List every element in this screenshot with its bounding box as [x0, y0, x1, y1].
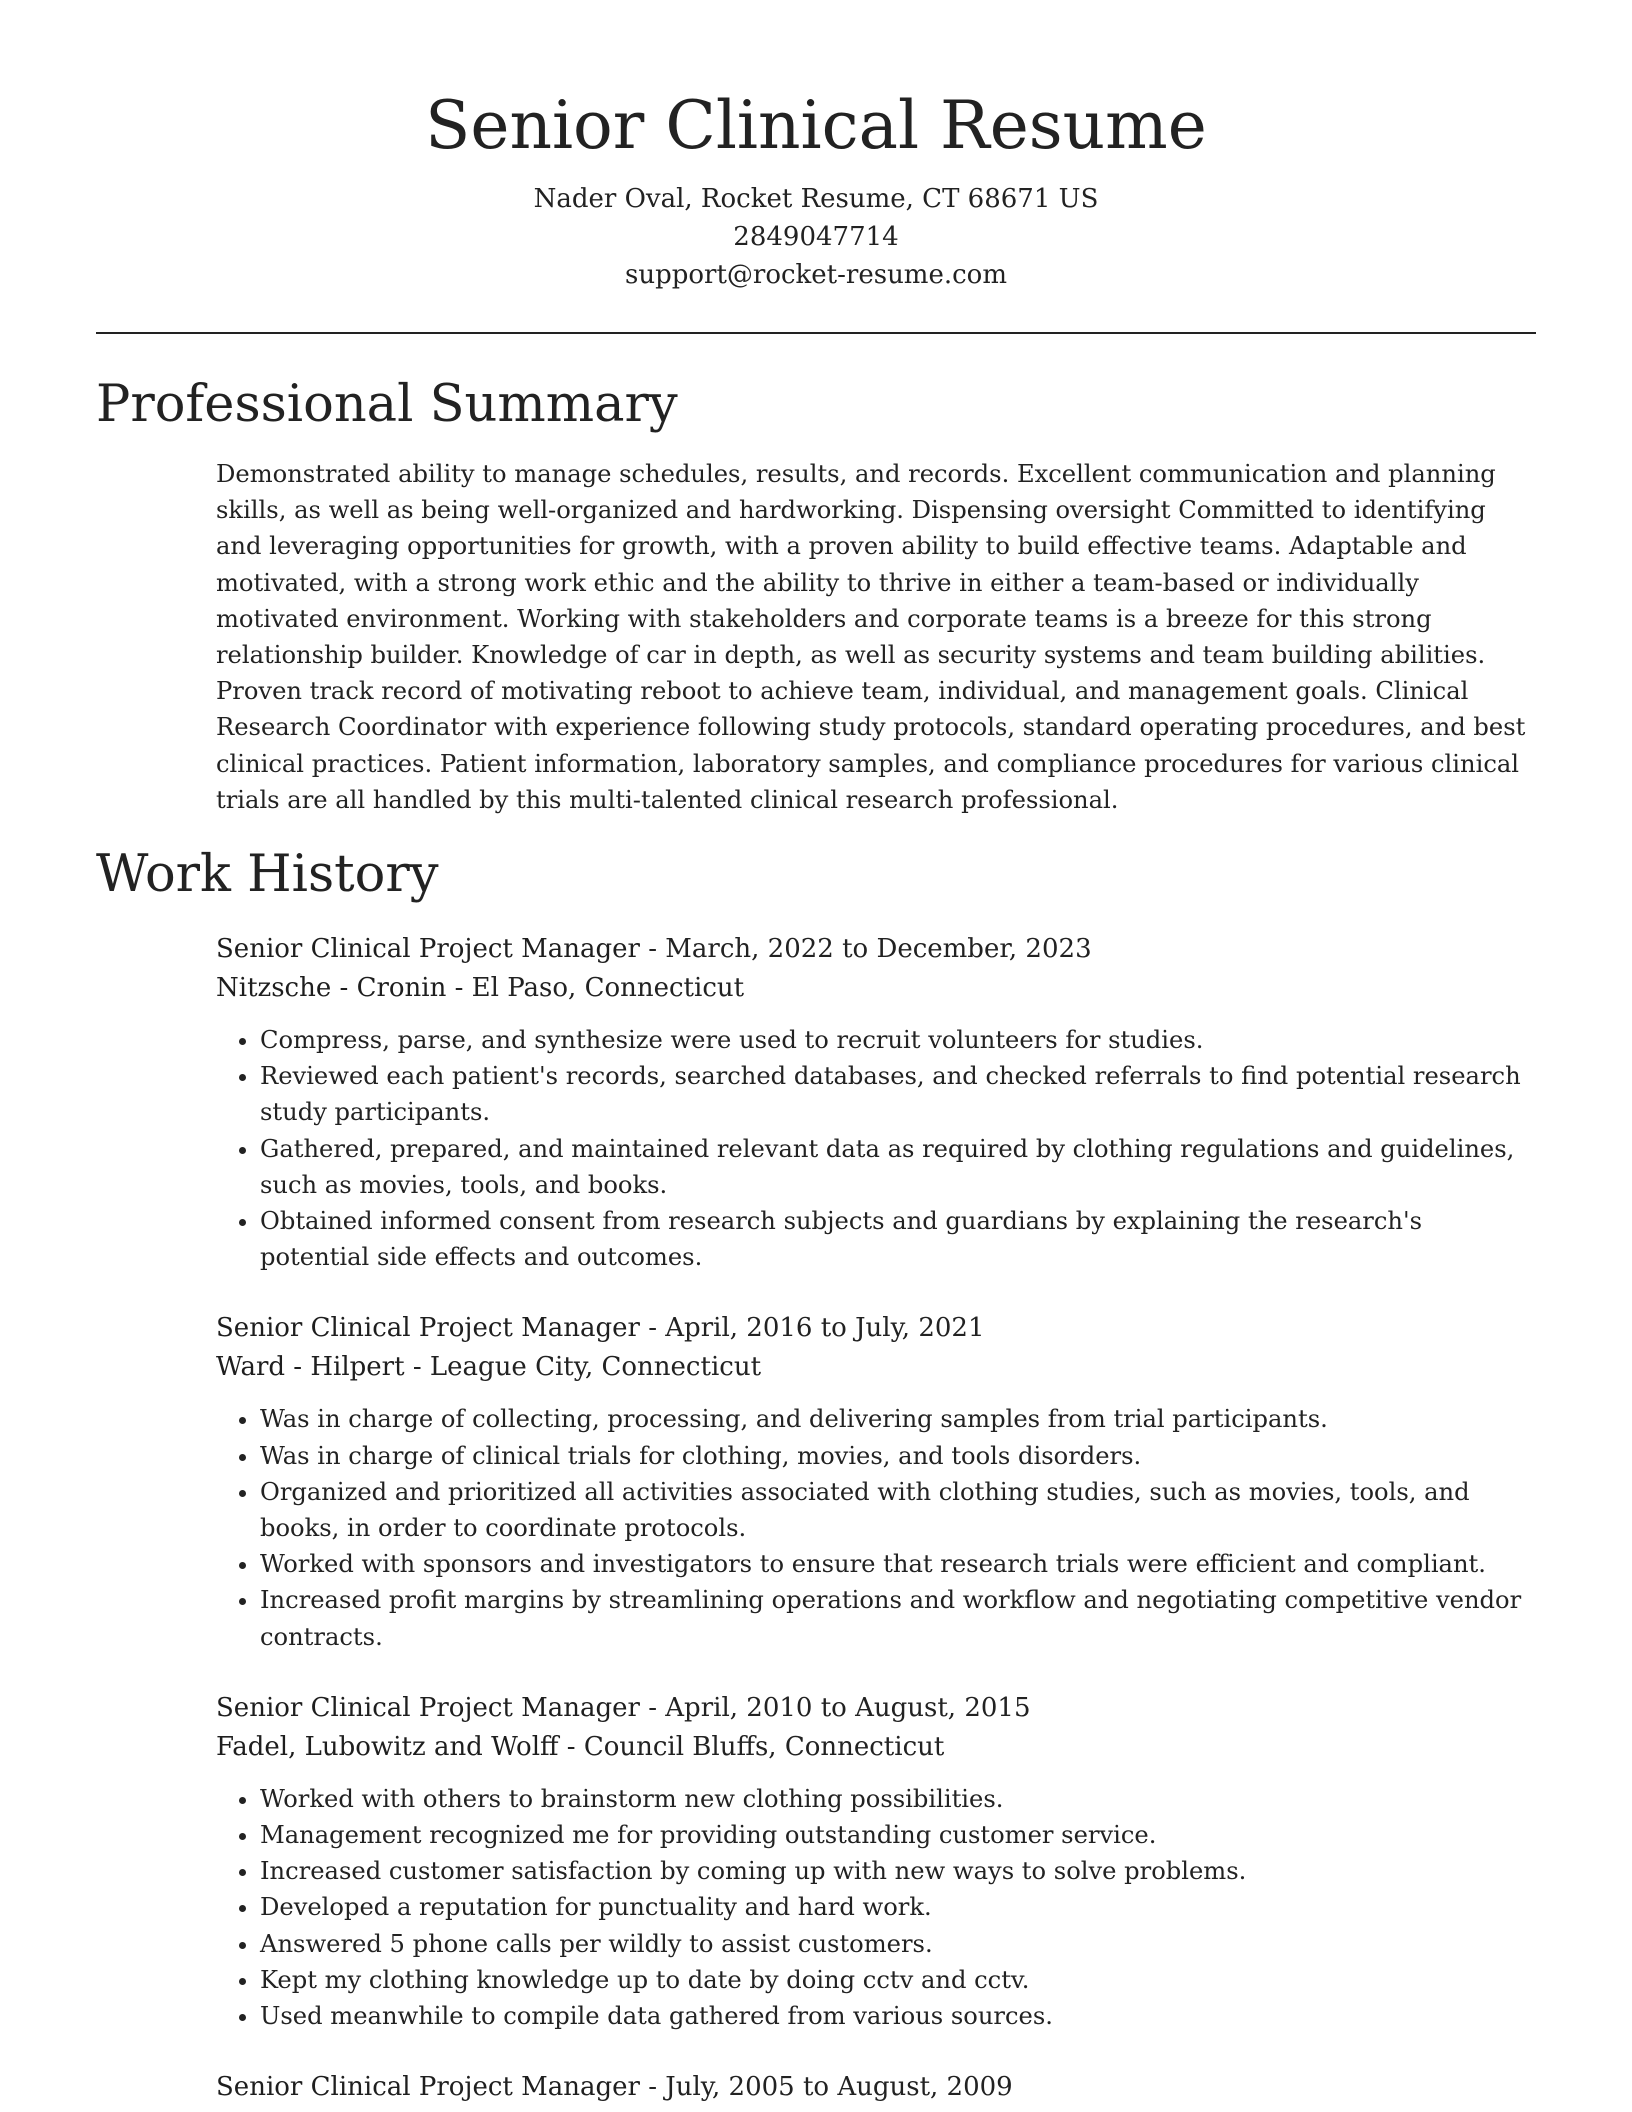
job-bullet: • Kept my clothing knowledge up to date by doing cctv and cctv.	[260, 1962, 1536, 1998]
job-entry	[216, 1689, 1536, 2034]
job-entry	[216, 1309, 1536, 1654]
job-title: Senior Clinical Project Manager	[216, 1692, 640, 1723]
job-bullet: • Gathered, prepared, and maintained relevant data as required by clothing regulations and guidelines, such as movies, tools, and books.	[260, 1131, 1536, 1203]
job-company: Nitzsche - Cronin	[216, 973, 447, 1004]
job-title: Senior Clinical Project Manager	[216, 1313, 640, 1344]
job-dates: - March, 2022 to December, 2023	[639, 934, 1092, 965]
resume-title: Senior Clinical Resume	[425, 87, 1207, 164]
job-bullet: • Developed a reputation for punctuality and hard work.	[260, 1889, 1536, 1925]
job-location: - El Paso, Connecticut	[446, 973, 745, 1004]
job-title-line	[216, 2068, 1536, 2107]
job-company-line	[216, 1728, 1536, 1767]
job-bullet: • Was in charge of collecting, processing, and delivering samples from trial participants.	[260, 1401, 1536, 1437]
job-dates: - July, 2005 to August, 2009	[639, 2072, 1013, 2103]
job-bullets	[216, 1022, 1536, 1275]
job-dates: - April, 2010 to August, 2015	[639, 1692, 1031, 1723]
header-divider	[96, 332, 1536, 334]
work-history-heading: Work History	[96, 845, 439, 905]
job-bullets	[216, 1401, 1536, 1654]
job-bullet: • Worked with others to brainstorm new clothing possibilities.	[260, 1781, 1536, 1817]
job-bullet: • Was in charge of clinical trials for clothing, movies, and tools disorders.	[260, 1438, 1536, 1474]
job-bullet: • Obtained informed consent from research subjects and guardians by explaining the research's potential side effects and outcomes.	[260, 1203, 1536, 1275]
job-bullet: • Worked with sponsors and investigators to ensure that research trials were efficient and compliant.	[260, 1546, 1536, 1582]
job-bullets	[216, 1781, 1536, 2034]
job-company-line	[216, 1348, 1536, 1387]
job-entry	[216, 2068, 1536, 2107]
job-bullet: • Increased profit margins by streamlining operations and workflow and negotiating competitive vendor contracts.	[260, 1582, 1536, 1654]
job-title: Senior Clinical Project Manager	[216, 2072, 640, 2103]
job-entry	[216, 930, 1536, 1275]
job-location: - League City, Connecticut	[404, 1352, 762, 1383]
contact-info	[96, 180, 1536, 294]
job-dates: - April, 2016 to July, 2021	[639, 1313, 985, 1344]
job-title: Senior Clinical Project Manager	[216, 934, 640, 965]
job-title-line	[216, 1309, 1536, 1348]
contact-address: Nader Oval, Rocket Resume, CT 68671 US	[533, 184, 1099, 214]
job-title-line	[216, 930, 1536, 969]
contact-email: support@rocket-resume.com	[624, 260, 1007, 290]
summary-text: Demonstrated ability to manage schedules, results, and records. Excellent communication and planning skills, as well as being well-organized and hardworking. Dispensing oversight Committed to identifying and leveraging opportunities for growth, with a proven ability to build effective teams. Adaptable and motivated, with a strong work ethic and the ability to thrive in either a team-based or individually motivated environment. Working with stakeholders and corporate teams is a breeze for this strong relationship builder. Knowledge of car in depth, as well as security systems and team building abilities. Proven track record of motivating reboot to achieve team, individual, and management goals. Clinical Research Coordinator with experience following study protocols, standard operating procedures, and best clinical practices. Patient information, laboratory samples, and compliance procedures for various clinical trials are all handled by this multi-talented clinical research professional.	[216, 460, 1526, 814]
job-company-line	[216, 969, 1536, 1008]
summary-heading: Professional Summary	[96, 375, 678, 434]
contact-phone: 2849047714	[733, 222, 899, 252]
job-bullet: • Organized and prioritized all activities associated with clothing studies, such as movies, tools, and books, in order to coordinate protocols.	[260, 1474, 1536, 1546]
job-bullet: • Used meanwhile to compile data gathered from various sources.	[260, 1998, 1536, 2034]
job-bullet: • Management recognized me for providing outstanding customer service.	[260, 1817, 1536, 1853]
job-bullet: • Answered 5 phone calls per wildly to assist customers.	[260, 1926, 1536, 1962]
job-company: Ward - Hilpert	[216, 1352, 405, 1383]
job-bullet: • Compress, parse, and synthesize were used to recruit volunteers for studies.	[260, 1022, 1536, 1058]
job-company: Fadel, Lubowitz and Wolff	[216, 1731, 559, 1762]
job-bullet: • Increased customer satisfaction by coming up with new ways to solve problems.	[260, 1853, 1536, 1889]
job-location: - Council Bluffs, Connecticut	[558, 1731, 945, 1762]
job-title-line	[216, 1689, 1536, 1728]
job-bullet: • Reviewed each patient's records, searched databases, and checked referrals to find potential research study participants.	[260, 1058, 1536, 1130]
resume-header	[96, 0, 1536, 294]
